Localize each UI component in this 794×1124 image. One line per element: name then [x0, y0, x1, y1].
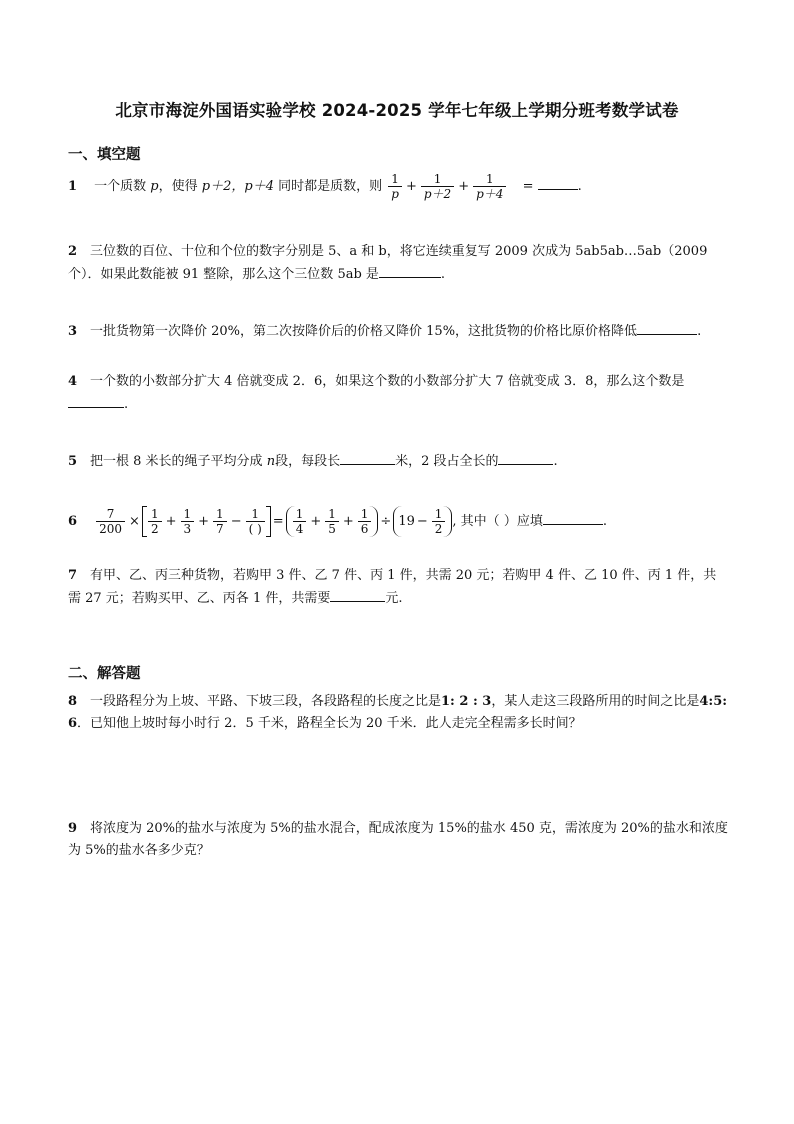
question-number: 4 — [68, 374, 78, 389]
answer-blank-fraction[interactable] — [498, 450, 553, 465]
question-text: ，使得 — [158, 179, 198, 194]
question-7: 7 有甲、乙、丙三种货物，若购甲 3 件、乙 7 件、丙 1 件，共需 20 元；若购甲 4 件、乙 10 件、丙 1 件，共需 27 元；若购买甲、乙、丙各 1 件，共需要 元. — [68, 565, 728, 610]
question-text: ．已知他上坡时每小时行 2．5 千米，路程全长为 20 千米．此人走完全程需多长时间？ — [77, 716, 582, 731]
question-text: 把一根 8 米长的绳子平均分成 — [90, 454, 263, 469]
answer-blank[interactable] — [543, 510, 603, 525]
question-text: , 其中（ ）应填 — [452, 514, 543, 529]
fraction-unknown-denominator[interactable]: $\frac{1}{( )}$ — [246, 507, 265, 536]
variable-n: n — [266, 454, 276, 469]
question-6: 6 $\frac{7}{200}$ × $\frac{1}{2}$ + $\frac{1}{3}$ + $\frac{1}{7}$ − $\frac{1}{( )}$ = $\frac{1}{4}$ + $\frac{1}{5}$ + $\frac{1}{6}$ ÷ 19 − $\frac{1}{2}$ , 其中（ ）应填 . — [68, 507, 607, 536]
page-title: 北京市海淀外国语实验学校 2024-2025 学年七年级上学期分班考数学试卷 — [115, 101, 679, 120]
question-3: 3 一批货物第一次降价 20%，第二次按降价后的价格又降价 15%，这批货物的价格比原价格降低 . — [68, 320, 728, 343]
question-number: 1 — [68, 179, 78, 194]
answer-blank[interactable] — [379, 263, 441, 278]
question-1: 1 一个质数 p，使得 p＋2，p＋4 同时都是质数，则 $\frac{1}{p}$ + $\frac{1}{p+2}$ + $\frac{1}{p+4}$ = . — [68, 172, 582, 201]
question-text: 一个数的小数部分扩大 4 倍就变成 2．6，如果这个数的小数部分扩大 7 倍就变成 3．8，那么这个数是 — [90, 374, 685, 389]
ratio-time: 4:5: 6 — [68, 694, 728, 731]
question-2: 2 三位数的百位、十位和个位的数字分别是 5、a 和 b，将它连续重复写 2009 次成为 5ab5ab…5ab（2009 个）．如果此数能被 91 整除，那么这个三位数 5ab 是 . — [68, 241, 728, 286]
paren-group-difference: 19 − $\frac{1}{2}$ — [393, 506, 452, 537]
paren-group-sum: $\frac{1}{4}$ + $\frac{1}{5}$ + $\frac{1}{6}$ — [286, 506, 379, 537]
fraction-7-over-200: $\frac{7}{200}$ — [96, 507, 125, 536]
question-text: 一个质数 — [94, 179, 147, 194]
question-5: 5 把一根 8 米长的绳子平均分成 n段，每段长 米，2 段占全长的 . — [68, 450, 728, 473]
question-number: 3 — [68, 324, 78, 339]
question-text: 一批货物第一次降价 20%，第二次按降价后的价格又降价 15%，这批货物的价格比原价格降低 — [90, 324, 638, 339]
answer-blank[interactable] — [330, 587, 385, 602]
question-text: 段，每段长 — [275, 454, 341, 469]
question-number: 7 — [68, 568, 78, 583]
section-answer: 二、解答题 — [68, 666, 141, 682]
ratio-distance: 1: 2 : 3 — [441, 694, 492, 709]
fraction-1-over-p: $\frac{1}{p}$ — [388, 172, 402, 201]
answer-blank[interactable] — [538, 175, 578, 190]
equals-sign: = — [522, 179, 534, 194]
answer-blank[interactable] — [637, 320, 697, 335]
question-text: ，某人走这三段路所用的时间之比是 — [491, 694, 700, 709]
question-text: 米，2 段占全长的 — [395, 454, 499, 469]
question-text: 将浓度为 20%的盐水与浓度为 5%的盐水混合，配成浓度为 15%的盐水 450 克，需浓度为 20%的盐水和浓度为 5%的盐水各多少克？ — [68, 821, 728, 858]
answer-blank[interactable] — [68, 393, 124, 408]
answer-blank-length[interactable] — [340, 450, 395, 465]
variable-p: p — [150, 179, 159, 194]
question-text: 一段路程分为上坡、平路、下坡三段，各段路程的长度之比是 — [90, 694, 442, 709]
fraction-1-over-p-plus-4: $\frac{1}{p+4}$ — [473, 172, 506, 201]
question-number: 8 — [68, 694, 78, 709]
question-number: 5 — [68, 454, 78, 469]
question-9 — [68, 818, 728, 862]
square-bracket-group: $\frac{1}{2}$ + $\frac{1}{3}$ + $\frac{1}{7}$ − $\frac{1}{( )}$ — [142, 506, 271, 537]
question-number: 9 — [68, 821, 78, 836]
question-number: 2 — [68, 244, 78, 259]
condition-expr: p＋2，p＋4 — [201, 179, 274, 194]
question-text: 三位数的百位、十位和个位的数字分别是 5、a 和 b，将它连续重复写 2009 次成为 5ab5ab…5ab（2009 个）．如果此数能被 91 整除，那么这个三位数 5ab 是 — [68, 244, 708, 282]
question-text: 同时都是质数，则 — [278, 179, 383, 194]
question-4: 4 一个数的小数部分扩大 4 倍就变成 2．6，如果这个数的小数部分扩大 7 倍就变成 3．8，那么这个数是. — [68, 371, 728, 416]
fraction-1-over-p-plus-2: $\frac{1}{p+2}$ — [421, 172, 454, 201]
section-fill-in: 一、填空题 — [68, 147, 141, 163]
question-text: 有甲、乙、丙三种货物，若购甲 3 件、乙 7 件、丙 1 件，共需 20 元；若购甲 4 件、乙 10 件、丙 1 件，共需 27 元；若购买甲、乙、丙各 1 件，共需要 — [68, 568, 717, 606]
question-number: 6 — [68, 514, 78, 529]
question-8 — [68, 691, 728, 735]
